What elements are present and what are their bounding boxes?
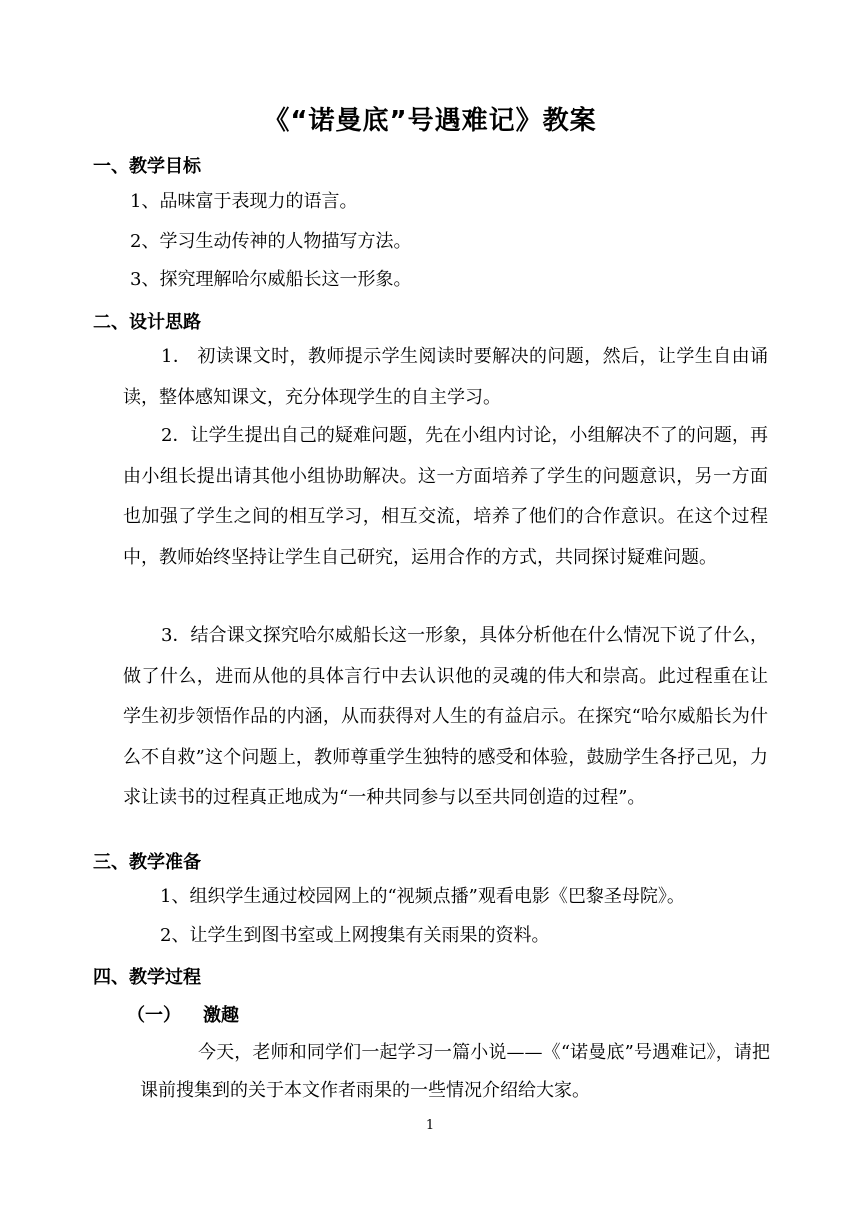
objective-item: 1、品味富于表现力的语言。 [130,191,358,212]
page-number: 1 [425,1118,435,1133]
subheading [127,1001,239,1027]
preparation-item: 1、组织学生通过校园网上的“视频点播”观看电影《巴黎圣母院》。 [160,886,685,907]
objective-item: 2、学习生动传神的人物描写方法。 [130,231,412,252]
design-paragraph: 2．让学生提出自己的疑难问题，先在小组内讨论，小组解决不了的问题，再由小组长提出请其他小组协助解决。这一方面培养了学生的问题意识，另一方面也加强了学生之间的相互学习，相互交流，培养了他们的合作意识。在这个过程中，教师始终坚持让学生自己研究，运用合作的方式，共同探讨疑难问题。 [123,425,768,568]
section-heading-design: 二、设计思路 [93,312,201,333]
document-title: 《“诺曼底”号遇难记》教案 [263,106,597,136]
objective-item: 3、探究理解哈尔威船长这一形象。 [130,269,412,290]
subheading-label: （一） [127,1005,181,1026]
process-paragraph: 今天，老师和同学们一起学习一篇小说——《“诺曼底”号遇难记》，请把课前搜集到的关于本文作者雨果的一些情况介绍给大家。 [140,1042,770,1101]
section-heading-process: 四、教学过程 [93,967,201,988]
preparation-item: 2、让学生到图书室或上网搜集有关雨果的资料。 [160,925,550,946]
design-paragraph: 1． 初读课文时，教师提示学生阅读时要解决的问题，然后，让学生自由诵读，整体感知课文，充分体现学生的自主学习。 [123,346,768,408]
design-paragraph: 3．结合课文探究哈尔威船长这一形象，具体分析他在什么情况下说了什么，做了什么，进而从他的具体言行中去认识他的灵魂的伟大和崇高。此过程重在让学生初步领悟作品的内涵，从而获得对人生的有益启示。在探究“哈尔威船长为什么不自救”这个问题上，教师尊重学生独特的感受和体验，鼓励学生各抒己见，力求让读书的过程真正地成为“一种共同参与以至共同创造的过程”。 [123,625,768,808]
section-heading-objectives: 一、教学目标 [93,156,201,177]
subheading-text: 激趣 [203,1005,239,1026]
section-heading-preparation: 三、教学准备 [93,852,201,873]
